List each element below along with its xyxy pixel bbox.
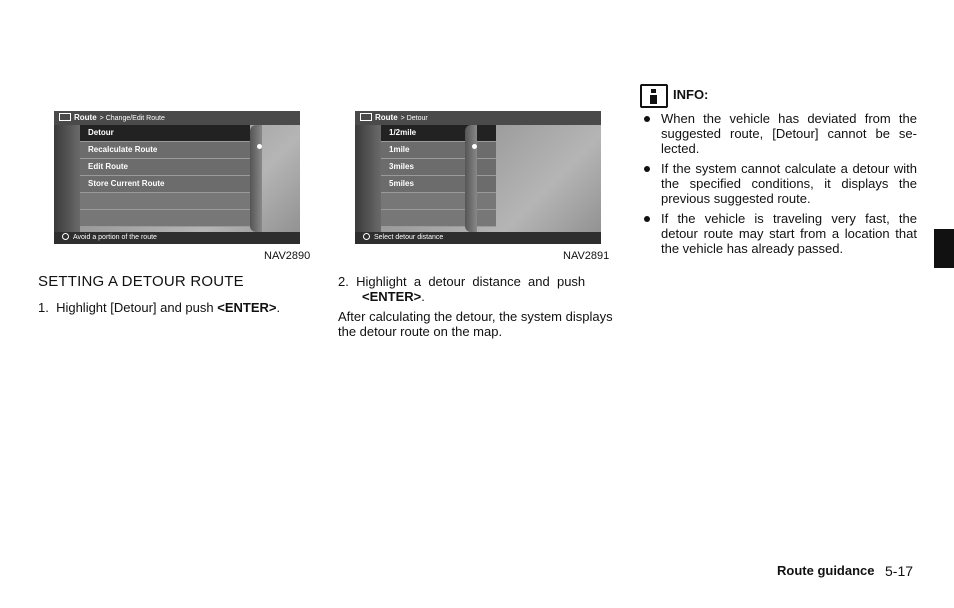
screen-title-bar [355, 111, 601, 125]
menu-item-empty [381, 210, 496, 227]
menu-item-empty [80, 193, 250, 210]
step-2-key-line [338, 289, 617, 304]
page-number: 5-17 [885, 563, 914, 579]
selection-dot-icon [257, 144, 262, 149]
selection-dot-icon [472, 144, 477, 149]
screen-subtitle: > Detour [400, 115, 428, 122]
menu-item-half-mile[interactable]: 1/2mile [381, 125, 496, 142]
screen-title: Route [74, 113, 97, 122]
after-line-1: After calculating the detour, the system displays [338, 309, 613, 324]
section-heading: SETTING A DETOUR ROUTE [38, 273, 244, 290]
screen-title: Route [375, 113, 398, 122]
enter-key: <ENTER> [362, 289, 422, 304]
figure-code: NAV2891 [563, 250, 610, 262]
menu-item-empty [80, 210, 250, 227]
nav-screen-change-edit-route [54, 111, 300, 244]
menu-item-empty [381, 193, 496, 210]
footer-section: Route guidance [777, 563, 875, 578]
route-icon [360, 113, 372, 121]
list-item [640, 111, 917, 156]
menu-item-3-miles[interactable]: 3miles [381, 159, 496, 176]
step-1-suffix: . [276, 300, 281, 315]
route-icon [59, 113, 71, 121]
bullet-text: If the system cannot calculate a detour with the specified conditions, it displays the previous suggested route. [661, 161, 917, 206]
after-paragraph [338, 309, 617, 339]
menu-item-edit-route[interactable]: Edit Route [80, 159, 250, 176]
status-text: Avoid a portion of the route [73, 234, 157, 241]
bullet-icon [644, 116, 650, 122]
menu-item-detour[interactable]: Detour [80, 125, 250, 142]
info-bullets [640, 111, 917, 261]
info-circle-icon [62, 233, 69, 240]
scrollbar[interactable] [250, 125, 262, 232]
info-circle-icon [363, 233, 370, 240]
enter-key: <ENTER> [217, 300, 277, 315]
screen-subtitle: > Change/Edit Route [99, 115, 165, 122]
list-item [640, 211, 917, 256]
step-1-text: 1. Highlight [Detour] and push [38, 300, 218, 315]
status-bar [355, 232, 601, 244]
left-scroll-panel [355, 125, 381, 232]
menu-list [80, 125, 250, 227]
scrollbar[interactable] [465, 125, 477, 232]
bullet-text: If the vehicle is traveling very fast, the detour route may start from a location that the vehicle has already passed. [661, 211, 917, 256]
bullet-text: When the vehicle has deviated from the suggested route, [Detour] cannot be se-lected. [661, 111, 917, 156]
nav-screen-detour [355, 111, 601, 244]
menu-list [381, 125, 496, 227]
step-1 [38, 300, 280, 315]
step-2-suffix: . [421, 289, 425, 304]
left-scroll-panel [54, 125, 80, 232]
menu-item-store-current-route[interactable]: Store Current Route [80, 176, 250, 193]
step-2-text: 2. Highlight a detour distance and push [338, 274, 586, 289]
info-icon [640, 84, 668, 108]
status-bar [54, 232, 300, 244]
status-text: Select detour distance [374, 234, 444, 241]
menu-item-1-mile[interactable]: 1mile [381, 142, 496, 159]
menu-item-5-miles[interactable]: 5miles [381, 176, 496, 193]
screen-title-bar [54, 111, 300, 125]
figure-code: NAV2890 [264, 250, 311, 262]
info-label: INFO: [673, 87, 709, 102]
menu-item-recalculate-route[interactable]: Recalculate Route [80, 142, 250, 159]
after-line-2: the detour route on the map. [338, 324, 503, 339]
bullet-icon [644, 216, 650, 222]
step-2 [338, 274, 617, 304]
chapter-tab [934, 229, 954, 268]
bullet-icon [644, 166, 650, 172]
list-item [640, 161, 917, 206]
